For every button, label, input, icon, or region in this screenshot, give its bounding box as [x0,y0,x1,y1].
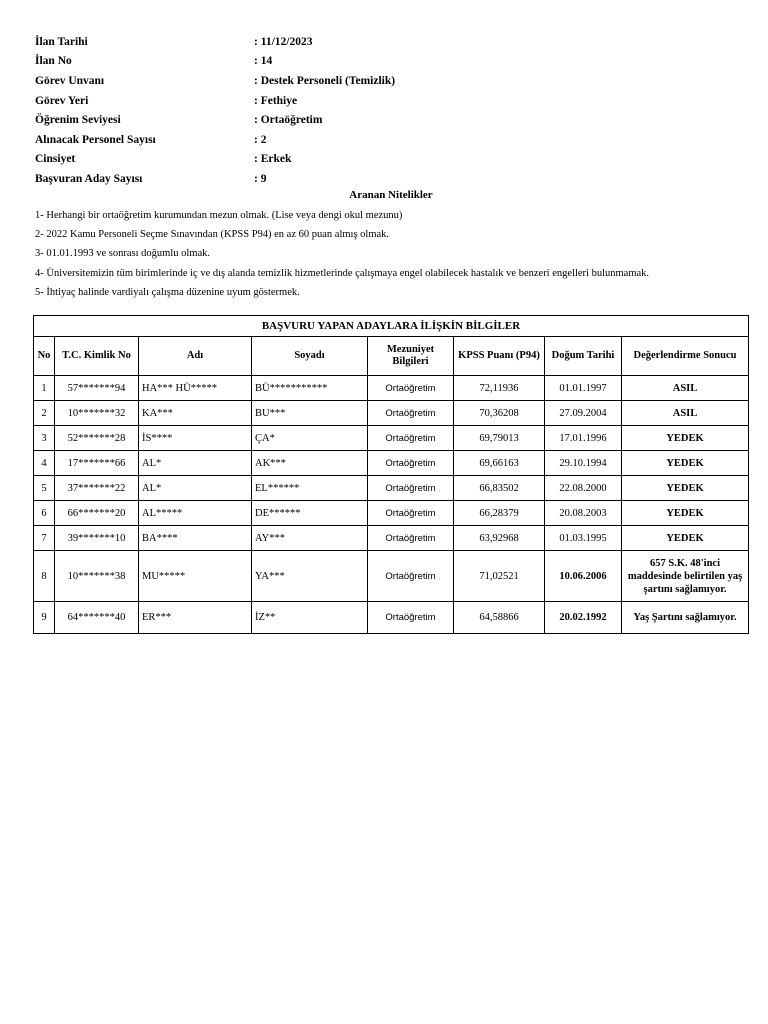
info-label: İlan Tarihi [35,35,88,48]
cell-no: 5 [34,476,55,501]
cell-name: AL* [139,476,252,501]
requirements-title: Aranan Nitelikler [349,189,433,201]
table-title-row [34,316,749,337]
cell-surname: BU*** [252,401,368,426]
cell-kpss: 69,66163 [454,451,545,476]
cell-surname: ÇA* [252,426,368,451]
info-label: Başvuran Aday Sayısı [35,172,143,185]
cell-no: 6 [34,501,55,526]
column-header-birthdate: Doğum Tarihi [545,337,622,376]
cell-tc: 39*******10 [55,526,139,551]
cell-no: 7 [34,526,55,551]
column-header-tc: T.C. Kimlik No [55,337,139,376]
table-row [34,376,749,401]
info-value: : Ortaöğretim [254,114,323,127]
cell-tc: 57*******94 [55,376,139,401]
info-label: Öğrenim Seviyesi [35,114,121,127]
cell-tc: 10*******32 [55,401,139,426]
cell-surname: AY*** [252,526,368,551]
cell-birthdate: 17.01.1996 [545,426,622,451]
column-header-graduation: Mezuniyet Bilgileri [368,337,454,376]
cell-result: YEDEK [622,501,749,526]
cell-no: 3 [34,426,55,451]
info-label: İlan No [35,55,72,68]
cell-graduation: Ortaöğretim [368,426,454,451]
info-label: Görev Unvanı [35,74,105,87]
cell-kpss: 66,28379 [454,501,545,526]
cell-birthdate: 01.03.1995 [545,526,622,551]
requirement-item: 2- 2022 Kamu Personeli Seçme Sınavından (KPSS P94) en az 60 puan almış olmak. [35,229,390,241]
cell-surname: İZ** [252,602,368,634]
cell-name: BA**** [139,526,252,551]
cell-graduation: Ortaöğretim [368,476,454,501]
column-header-name: Adı [139,337,252,376]
cell-birthdate: 20.02.1992 [545,602,622,634]
cell-kpss: 71,02521 [454,551,545,602]
info-value: : 2 [254,133,267,146]
cell-surname: AK*** [252,451,368,476]
cell-name: ER*** [139,602,252,634]
cell-graduation: Ortaöğretim [368,401,454,426]
cell-tc: 64*******40 [55,602,139,634]
cell-kpss: 64,58866 [454,602,545,634]
table-row [34,401,749,426]
info-value: : 14 [254,55,273,68]
info-label: Cinsiyet [35,153,76,166]
table-row [34,501,749,526]
cell-tc: 10*******38 [55,551,139,602]
info-row-date [35,32,735,52]
cell-result: YEDEK [622,526,749,551]
requirements-list [35,206,745,302]
cell-name: MU***** [139,551,252,602]
table-row [34,551,749,602]
cell-kpss: 69,79013 [454,426,545,451]
cell-name: AL***** [139,501,252,526]
requirement-item: 5- İhtiyaç halinde vardiyalı çalışma düzenine uyum göstermek. [35,286,300,298]
cell-no: 9 [34,602,55,634]
table-row [34,476,749,501]
cell-birthdate: 22.08.2000 [545,476,622,501]
column-header-kpss: KPSS Puanı (P94) [454,337,545,376]
requirement-item: 1- Herhangi bir ortaöğretim kurumundan mezun olmak. (Lise veya dengi okul mezunu) [35,210,403,222]
cell-no: 8 [34,551,55,602]
cell-no: 4 [34,451,55,476]
cell-tc: 37*******22 [55,476,139,501]
cell-result: 657 S.K. 48'inci maddesinde belirtilen yaş şartını sağlamıyor. [622,551,749,602]
cell-tc: 52*******28 [55,426,139,451]
cell-graduation: Ortaöğretim [368,551,454,602]
cell-no: 1 [34,376,55,401]
table-row [34,526,749,551]
info-row-applicants [35,169,735,189]
info-value: : Erkek [254,153,292,166]
column-header-surname: Soyadı [252,337,368,376]
info-row-headcount [35,130,735,150]
cell-graduation: Ortaöğretim [368,376,454,401]
info-value: : Fethiye [254,94,298,107]
cell-kpss: 63,92968 [454,526,545,551]
cell-birthdate: 20.08.2003 [545,501,622,526]
table-header-row [34,337,749,376]
cell-result: ASIL [622,376,749,401]
cell-graduation: Ortaöğretim [368,602,454,634]
cell-surname: BÜ*********** [252,376,368,401]
cell-graduation: Ortaöğretim [368,501,454,526]
cell-kpss: 66,83502 [454,476,545,501]
info-value: : 11/12/2023 [254,35,313,48]
cell-tc: 66*******20 [55,501,139,526]
info-value: : Destek Personeli (Temizlik) [254,74,396,87]
cell-result: Yaş Şartını sağlamıyor. [622,602,749,634]
cell-kpss: 72,11936 [454,376,545,401]
cell-name: İS**** [139,426,252,451]
cell-result: ASIL [622,401,749,426]
column-header-result: Değerlendirme Sonucu [622,337,749,376]
cell-tc: 17*******66 [55,451,139,476]
cell-birthdate: 29.10.1994 [545,451,622,476]
info-label: Alınacak Personel Sayısı [35,133,156,146]
cell-kpss: 70,36208 [454,401,545,426]
cell-surname: EL****** [252,476,368,501]
announcement-info [35,32,735,189]
info-row-number [35,52,735,72]
cell-graduation: Ortaöğretim [368,451,454,476]
info-row-education [35,110,735,130]
table-row [34,602,749,634]
table-row [34,426,749,451]
info-row-gender [35,150,735,170]
table-row [34,451,749,476]
info-row-location [35,91,735,111]
column-header-no: No [34,337,55,376]
cell-result: YEDEK [622,476,749,501]
cell-surname: DE****** [252,501,368,526]
requirement-item: 4- Üniversitemizin tüm birimlerinde iç ve dış alanda temizlik hizmetlerinde çalışmaya engel olabilecek hastalık ve benzeri engelleri bulunmamak. [35,267,650,279]
table-title: BAŞVURU YAPAN ADAYLARA İLİŞKİN BİLGİLER [34,316,749,337]
cell-result: YEDEK [622,426,749,451]
cell-name: AL* [139,451,252,476]
info-label: Görev Yeri [35,94,89,107]
cell-birthdate: 27.09.2004 [545,401,622,426]
cell-birthdate: 10.06.2006 [545,551,622,602]
info-value: : 9 [254,172,267,185]
cell-graduation: Ortaöğretim [368,526,454,551]
requirement-item: 3- 01.01.1993 ve sonrası doğumlu olmak. [35,248,210,260]
cell-no: 2 [34,401,55,426]
cell-result: YEDEK [622,451,749,476]
cell-birthdate: 01.01.1997 [545,376,622,401]
info-row-position [35,71,735,91]
applicants-table [33,315,749,634]
cell-name: HA*** HÜ***** [139,376,252,401]
cell-name: KA*** [139,401,252,426]
cell-surname: YA*** [252,551,368,602]
